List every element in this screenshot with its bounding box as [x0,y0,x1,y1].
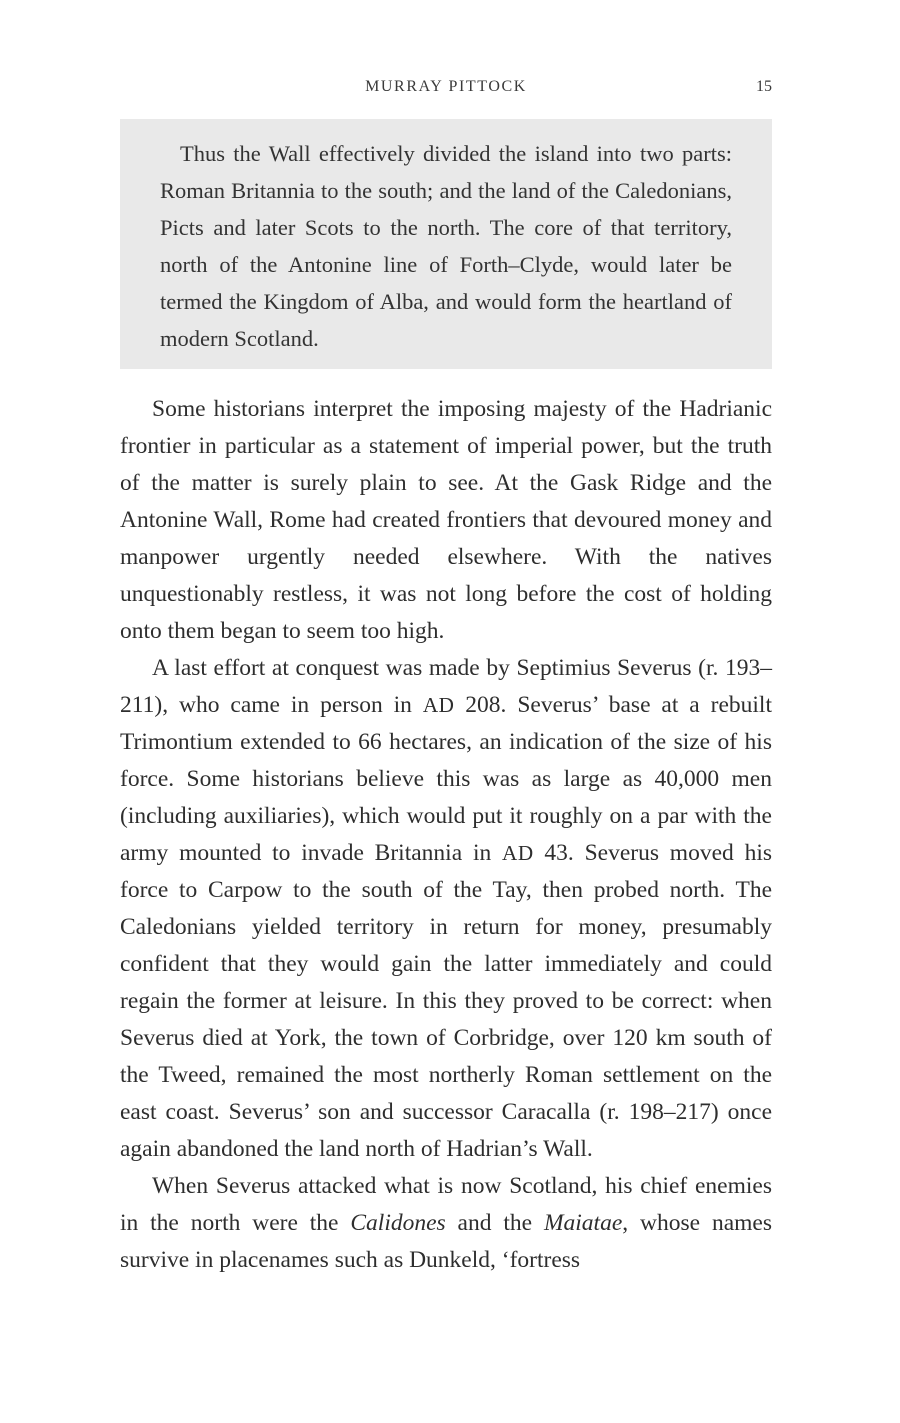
era-abbreviation: AD [502,841,534,865]
callout-box [120,119,772,369]
paragraph-3 [120,1168,772,1279]
paragraph-1: Some historians interpret the imposing majesty of the Hadrianic frontier in particular as a statement of imperial power, but the truth of the matter is surely plain to see. At the Gask Ridge and the Antonine Wall, Rome had created frontiers that devoured money and manpower urgently needed elsewhere. With the natives unquestionably restless, it was not long before the cost of holding onto them began to seem too high. [120,396,772,644]
paragraph-3-part-c: , whose names survive in placenames such as Dunkeld, ‘fortress [120,1210,772,1273]
paragraph-3-part-a: When Severus attacked what is now Scotland, his chief enemies in the north were the [120,1173,772,1236]
body-text [120,391,772,1279]
page-number: 15 [756,78,772,95]
running-head-author: MURRAY PITTOCK [365,78,527,95]
paragraph-2-part-b: 208. Severus’ base at a rebuilt Trimontium extended to 66 hectares, an indication of the size of his force. Some historians believe this was as large as 40,000 men (including auxiliaries), which would put it roughly on a par with the army mounted to invade Britannia in [120,692,772,866]
era-abbreviation: AD [422,693,455,717]
paragraph-2-part-a: A last effort at conquest was made by Septimius Severus (r. 193–211), who came in person in [120,655,772,718]
running-head [120,78,772,100]
paragraph-3-part-b: and the [445,1210,544,1236]
callout-text: Thus the Wall effectively divided the island into two parts: Roman Britannia to the south; and the land of the Caledonians, Picts and later Scots to the north. The core of that territory, north of the Antonine line of Forth–Clyde, would later be termed the Kingdom of Alba, and would form the heartland of modern Scotland. [160,141,732,351]
paragraph-2 [120,650,772,1168]
italic-term-maiatae: Maiatae [543,1210,623,1236]
italic-term-calidones: Calidones [350,1210,446,1236]
paragraph-2-part-c: 43. Severus moved his force to Carpow to the south of the Tay, then probed north. The Caledonians yielded territory in return for money, presumably confident that they would gain the latter immediately and could regain the former at leisure. In this they proved to be correct: when Severus died at York, the town of Corbridge, over 120 km south of the Tweed, remained the most northerly Roman settlement on the east coast. Severus’ son and successor Caracalla (r. 198–217) once again abandoned the land north of Hadrian’s Wall. [120,840,772,1162]
